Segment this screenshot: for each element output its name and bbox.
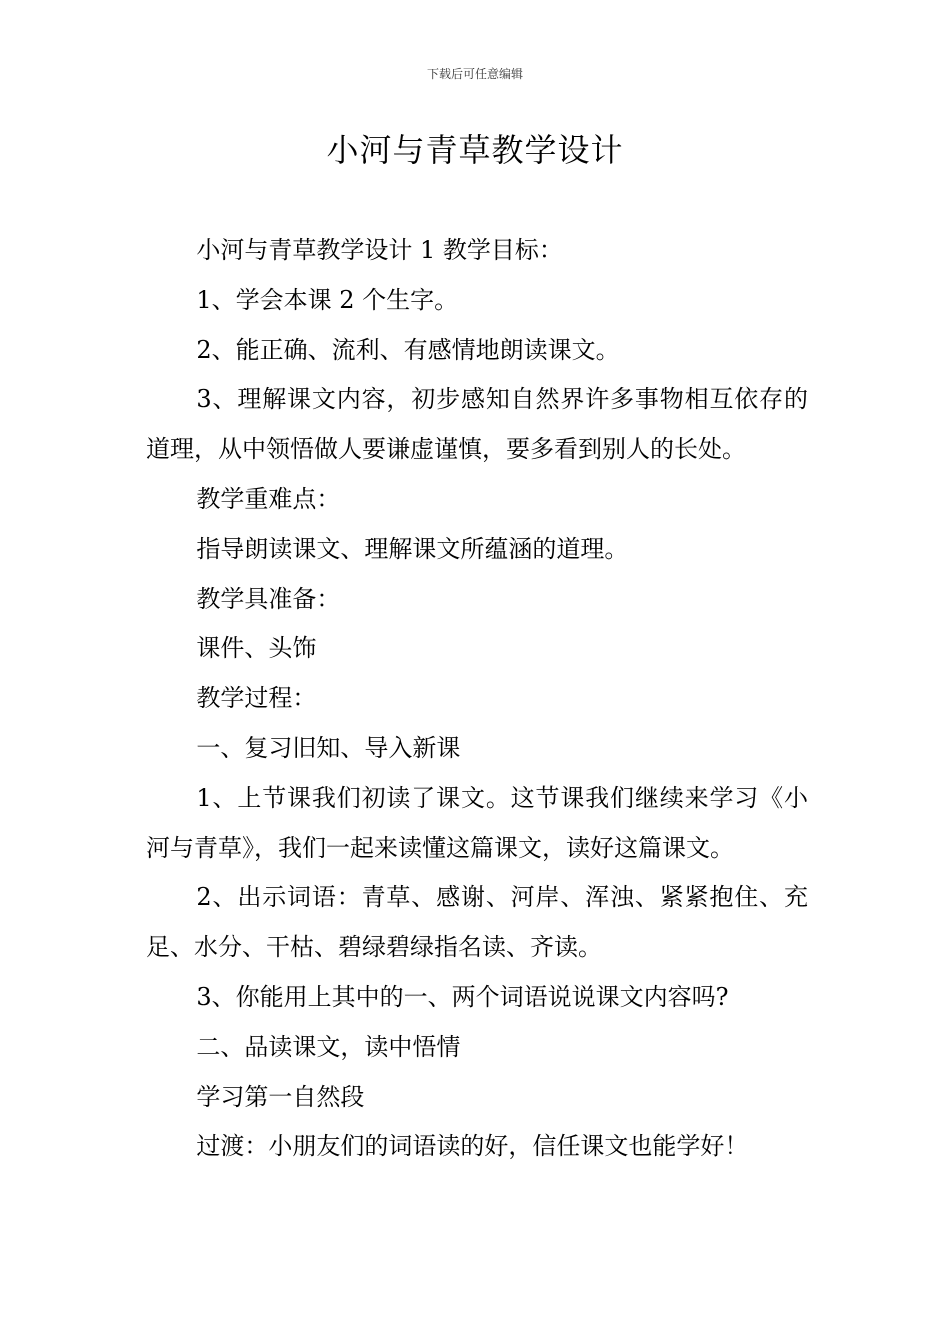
paragraph: 2、能正确、流利、有感情地朗读课文。 <box>196 335 620 364</box>
paragraph: 2、出示词语：青草、感谢、河岸、浑浊、紧紧抱住、充足、水分、干枯、碧绿碧绿指名读、齐读。 <box>146 883 808 962</box>
paragraph: 课件、头饰 <box>196 634 317 663</box>
paragraph: 教学重难点： <box>196 484 341 513</box>
paragraph: 学习第一自然段 <box>196 1082 365 1111</box>
paragraph: 一、复习旧知、导入新课 <box>196 733 461 762</box>
paragraph: 1、学会本课 2 个生字。 <box>196 285 459 314</box>
paragraph: 3、理解课文内容，初步感知自然界许多事物相互依存的道理，从中领悟做人要谦虚谨慎，要多看到别人的长处。 <box>146 385 808 464</box>
paragraph: 教学具准备： <box>196 584 341 613</box>
paragraph: 1、上节课我们初读了课文。这节课我们继续来学习《小河与青草》，我们一起来读懂这篇课文，读好这篇课文。 <box>146 783 808 862</box>
paragraph: 过渡：小朋友们的词语读的好，信任课文也能学好！ <box>196 1132 749 1161</box>
paragraph: 小河与青草教学设计 1 教学目标： <box>196 236 563 264</box>
paragraph: 指导朗读课文、理解课文所蕴涵的道理。 <box>196 534 629 563</box>
document-title: 小河与青草教学设计 <box>326 131 624 169</box>
header-note: 下载后可任意编辑 <box>426 67 523 81</box>
document-body <box>146 226 808 1172</box>
paragraph: 3、你能用上其中的一、两个词语说说课文内容吗? <box>196 982 729 1011</box>
paragraph: 教学过程： <box>196 684 317 713</box>
paragraph: 二、品读课文，读中悟情 <box>196 1032 461 1061</box>
